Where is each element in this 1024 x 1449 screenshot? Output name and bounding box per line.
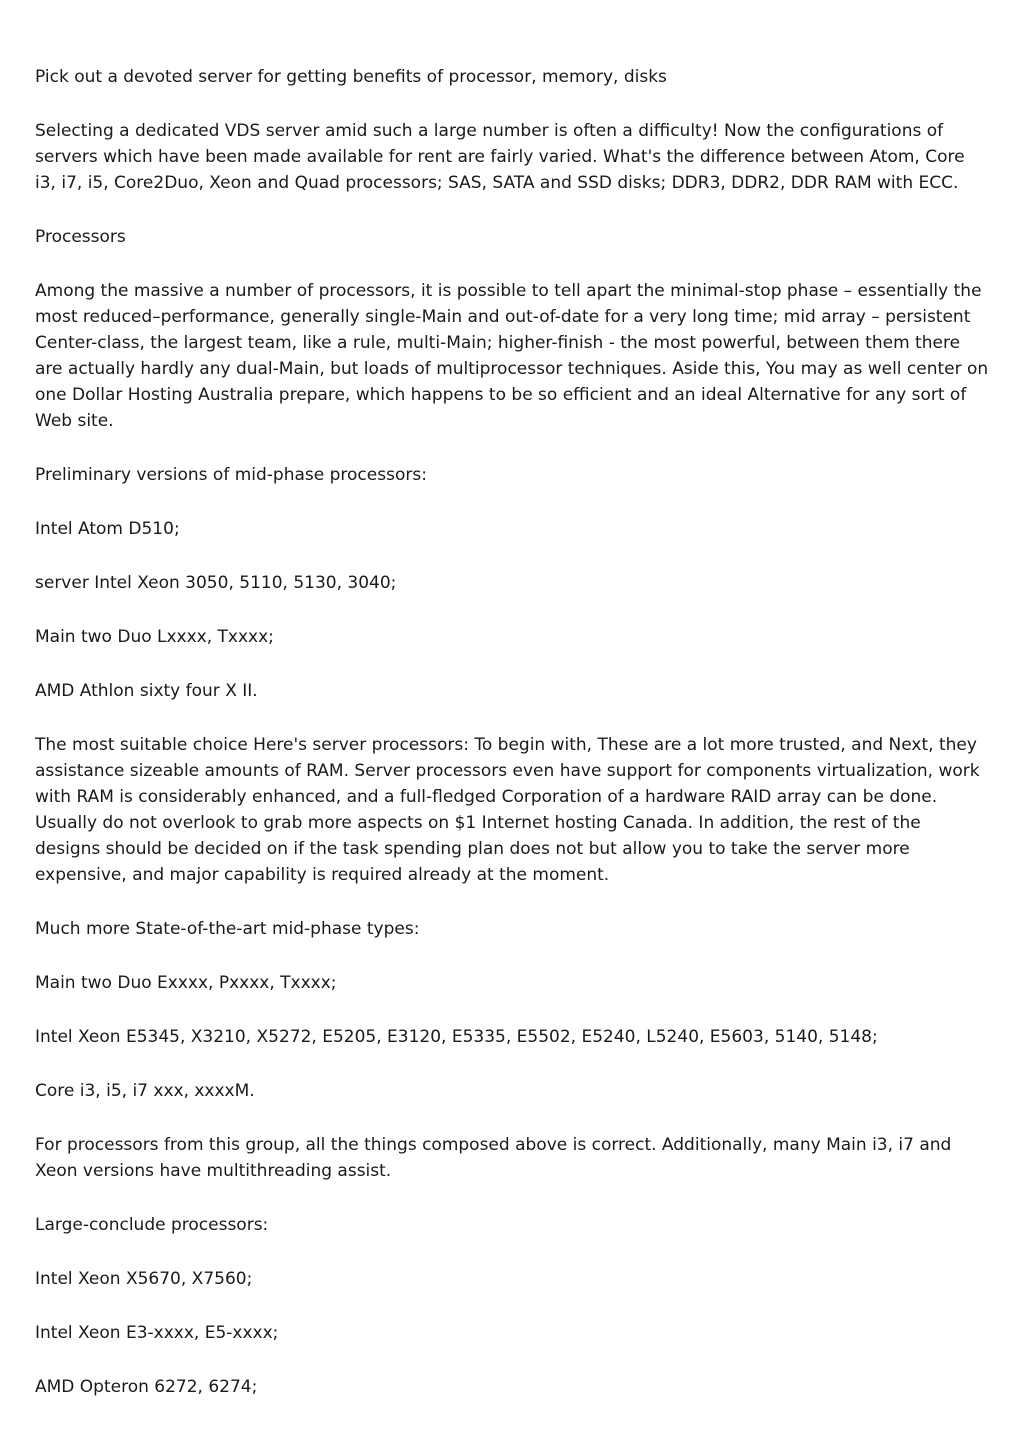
list-item: AMD Opteron 6272, 6274; <box>35 1377 258 1397</box>
list-item: Intel Xeon X5670, X7560; <box>35 1269 253 1289</box>
section-heading-processors: Processors <box>35 227 126 247</box>
list-item: Intel Xeon E3-xxxx, E5-xxxx; <box>35 1323 279 1343</box>
processors-overview-paragraph: Among the massive a number of processors, it is possible to tell apart the minimal-stop phase – essentially the most reduced–performance, generally single-Main and out-of-date for a very long time; mid array – persistent Center-class, the largest team, like a rule, multi-Main; higher-finish - the most powerful, between them there are actually hardly any dual-Main, but loads of multiprocessor techniques. Aside this, You may as well center on one Dollar Hosting Australia prepare, which happens to be so efficient and an ideal Alternative for any sort of Web site. <box>35 281 989 431</box>
high-end-heading: Large-conclude processors: <box>35 1215 269 1235</box>
list-item: Main two Duo Exxxx, Pxxxx, Txxxx; <box>35 973 337 993</box>
list-item: Intel Atom D510; <box>35 519 180 539</box>
document-heading: Pick out a devoted server for getting benefits of processor, memory, disks <box>35 67 667 87</box>
preliminary-versions-heading: Preliminary versions of mid-phase processors: <box>35 465 427 485</box>
list-item: Intel Xeon E5345, X3210, X5272, E5205, E3120, E5335, E5502, E5240, L5240, E5603, 5140, 5148; <box>35 1027 878 1047</box>
list-item: Core i3, i5, i7 xxx, xxxxM. <box>35 1081 255 1101</box>
server-processors-paragraph: The most suitable choice Here's server processors: To begin with, These are a lot more trusted, and Next, they assistance sizeable amounts of RAM. Server processors even have support for components virtualization, work with RAM is considerably enhanced, and a full-fledged Corporation of a hardware RAID array can be done. Usually do not overlook to grab more aspects on $1 Internet hosting Canada. In addition, the rest of the designs should be decided on if the task spending plan does not but allow you to take the server more expensive, and major capability is required already at the moment. <box>35 735 980 885</box>
multithreading-paragraph: For processors from this group, all the things composed above is correct. Additionally, many Main i3, i7 and Xeon versions have multithreading assist. <box>35 1135 952 1181</box>
advanced-mid-phase-heading: Much more State-of-the-art mid-phase types: <box>35 919 420 939</box>
intro-paragraph: Selecting a dedicated VDS server amid such a large number is often a difficulty! Now the configurations of servers which have been made available for rent are fairly varied. What's the difference between Atom, Core i3, i7, i5, Core2Duo, Xeon and Quad processors; SAS, SATA and SSD disks; DDR3, DDR2, DDR RAM with ECC. <box>35 121 965 193</box>
list-item: server Intel Xeon 3050, 5110, 5130, 3040; <box>35 573 397 593</box>
list-item: Main two Duo Lxxxx, Txxxx; <box>35 627 274 647</box>
list-item: AMD Athlon sixty four X II. <box>35 681 258 701</box>
